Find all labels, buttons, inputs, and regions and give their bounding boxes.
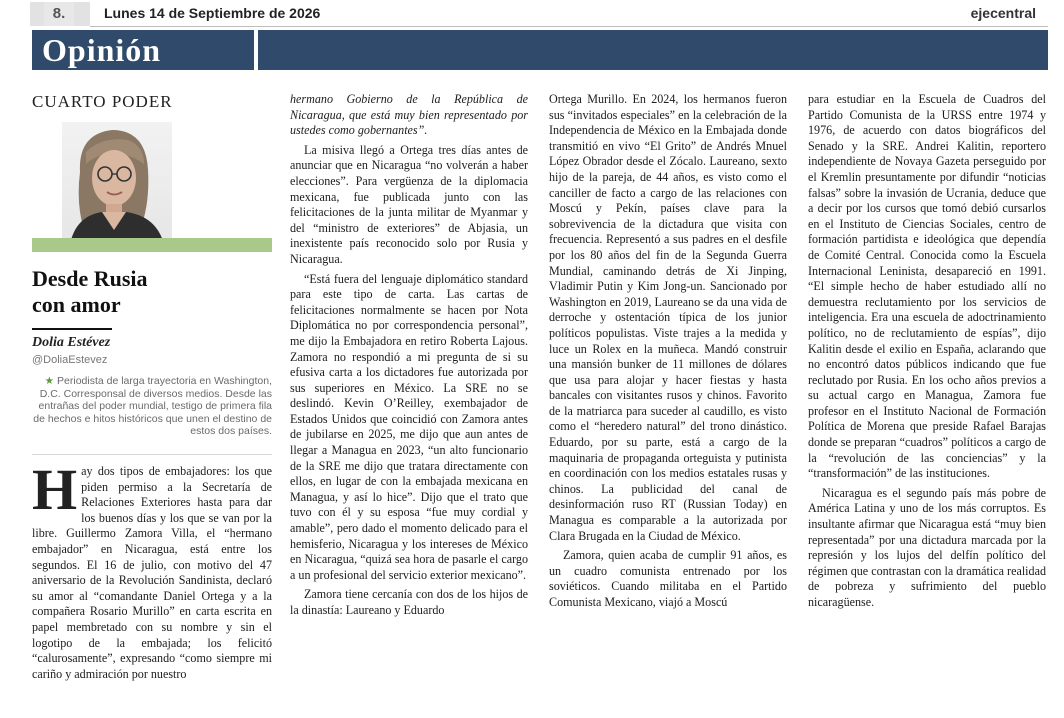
- headline-line-2: con amor: [32, 292, 121, 317]
- column-one: [32, 92, 272, 681]
- paragraph: Nicaragua es el segundo país más pobre de América Latina y uno de los más corruptos. Es insultante afirmar que Nicaragua está “muy bien representada” por una dictadura marcada por la represión y los lujos del delfín político del régimen que contrastan con la dramática realidad de pobreza y sufrimiento del pueblo nicaragüense.: [808, 485, 1046, 609]
- author-bio-text: Periodista de larga trayectoria en Washington, D.C. Corresponsal de diversos medios. Desde las entrañas del poder mundial, testigo de primera fila de hechos e hitos históricos que unen el destino de estos dos países.: [33, 375, 272, 437]
- accent-bar: [32, 238, 272, 252]
- column-name: CUARTO PODER: [32, 92, 173, 111]
- author-portrait-icon: [32, 112, 272, 244]
- brand-name: ejecentral: [970, 5, 1036, 21]
- author-handle: @DoliaEstevez: [32, 354, 108, 366]
- section-banner: [32, 30, 254, 70]
- paragraph: Zamora, quien acaba de cumplir 91 años, es un cuadro comunista entrenado por los soviéticos. Cuando militaba en el Partido Comunista Mexicano, viajó a Moscú: [549, 548, 787, 609]
- header-rule: [90, 26, 1048, 27]
- paragraph: para estudiar en la Escuela de Cuadros del Partido Comunista de la URSS entre 1974 y 1976, de acuerdo con datos biográficos del Senado y la SRE. Andrei Kalitin, reportero independiente de Novaya Gazeta perseguido por el Kremlin presuntamente por difundir “noticias falsas” sobre la invasión de Ucrania, deduce que a decir por los cursos que tomó debió cursarlos en el Instituto de Ciencias Sociales, centro de formación partidista e ideológica que dependía de Comité Central. Conocida como la Escuela Internacional Leninista, desapareció en 1991. “El simple hecho de haber estudiado allí no demuestra reclutamiento por los servicios de inteligencia. Era una escuela de adoctrinamiento político, no de reclutamiento de espías”, dijo Kalitin desde el exilio en España, aclarando que no encontró datos públicos indicando que fue reclutado por Rusia. En los ocho años previos a su actual cargo en Managua, Zamora fue profesor en el Instituto Nacional de Formación Política de Morena que preside Rafael Barajas donde se preparan “cuadros” políticos a cargo de la “revolución de las conciencias” y la “transformación” de las instituciones.: [808, 92, 1046, 481]
- paragraph: ay dos tipos de embajadores: los que piden permiso a la Secretaría de Relaciones Exteriores hasta para dar los buenos días y los que se van por la libre. Guillermo Zamora Villa, el “hermano embajador” en Nicaragua, está entre los segundos. El 16 de julio, con motivo del 47 aniversario de la Revolución Sandinista, declaró su amor al “comandante Daniel Ortega y a la compañera Rosario Murillo” en carta escrita en papel membretado con su nombre y sin el logotipo de la embajada; los felicitó “calurosamente”, expresando “como siempre mi cariño y admiración por nuestro: [32, 464, 272, 681]
- author-bio: [32, 375, 272, 438]
- paragraph: Zamora tiene cercanía con dos de los hijos de la dinastía: Laureano y Eduardo: [290, 587, 528, 617]
- drop-cap: H: [32, 457, 78, 522]
- article-column-3: [549, 92, 787, 615]
- bio-divider: [32, 454, 272, 455]
- paragraph: hermano Gobierno de la República de Nicaragua, que está muy bien representado por ustedes como gobernantes”.: [290, 92, 528, 138]
- paragraph: “Está fuera del lenguaje diplomático standard para este tipo de carta. Las cartas de felicitaciones normalmente se hacen por Nota Diplomática no por correspondencia personal”, me dijo la Embajadora en retiro Roberta Lajous. Zamora no respondió a mi pregunta de si su efusiva carta a los dictadores fue autorizada por sus superiores en México. La SRE no se deslindó. Kevin O’Reilley, exembajador de Estados Unidos que coincidió con Zamora antes de jubilarse en 2025, me dijo que aun antes de llegar a Managua en 2023, “un alto funcionario de la SRE me dijo que tratara directamente con ellos, en lugar de con la embajada mexicana en Managua, y así lo hice”. Dijo que el trato que tuvo con él y su esposa “fue muy cordial y amable”, pero dado el momento delicado para el hemisferio, Nicaragua y los intereses de México en Nicaragua, “quizá sea hora de pasarle el cargo a un profesional del servicio exterior mexicano”.: [290, 271, 528, 582]
- paragraph: La misiva llegó a Ortega tres días antes de anunciar que en Nicaragua “no volverán a haber elecciones”. Para vergüenza de la diplomacia mexicana, fue publicada junto con las felicitaciones de la junta militar de Myanmar y del “ministro de exteriores” de Abjasia, un inexistente país reconocido solo por Rusia y Nicaragua.: [290, 142, 528, 266]
- article-column-4: [808, 92, 1046, 615]
- page-header: [30, 0, 1048, 28]
- headline-rule: [32, 328, 112, 330]
- author-name: Dolia Estévez: [32, 335, 111, 350]
- paragraph: Ortega Murillo. En 2024, los hermanos fueron sus “invitados especiales” en la celebración de la Independencia de México en la Embajada donde transmitió en vivo “El Grito” de Andrés Mnuel López Obrador desde el Zócalo. Laureano, sexto hijo de la pareja, de 44 años, es visto como el canciller de facto a cargo de las relaciones con Moscú y Pekín, países clave para la sobrevivencia de la dictadura que visita con frecuencia. Representó a sus padres en el desfile por los 80 años del fin de la Segunda Guerra Mundial, caminando detrás de Xi Jinping, Vladimir Putin y Kim Jong-un. Sancionado por Washington en 2019, Laureano se da una vida de derroche y ostentación típica de los junior políticos populistas. Viste trajes a la medida y luce un Rolex en la muñeca. Mandó construir una mansión bunker de 11 millones de dólares que usa para alojar y hacer fiestas y hasta bancales con visitantes rusos y chinos. Favorito de la matriarca para suceder al caudillo, es visto como el “heredero natural” del trono dinástico. Eduardo, por su parte, está a cargo de la maquinaria de propaganda orteguista y putinista en coordinación con los medios estatales rusas y chinos. La publicidad del canal de desinformación ruso RT (Russian Today) en Managua es comparable a la autorizada por Clara Brugada en la Ciudad de México.: [549, 92, 787, 543]
- section-title: Opinión: [42, 32, 162, 68]
- page-number: 8.: [44, 2, 74, 26]
- article-column-2: [290, 92, 528, 623]
- author-photo: [32, 112, 272, 244]
- article-column-1: [32, 457, 272, 686]
- issue-date: Lunes 14 de Septiembre de 2026: [104, 5, 321, 21]
- article-headline: [32, 266, 272, 318]
- headline-line-1: Desde Rusia: [32, 266, 148, 291]
- star-icon: ★: [44, 375, 55, 387]
- section-banner-extension: [258, 30, 1048, 70]
